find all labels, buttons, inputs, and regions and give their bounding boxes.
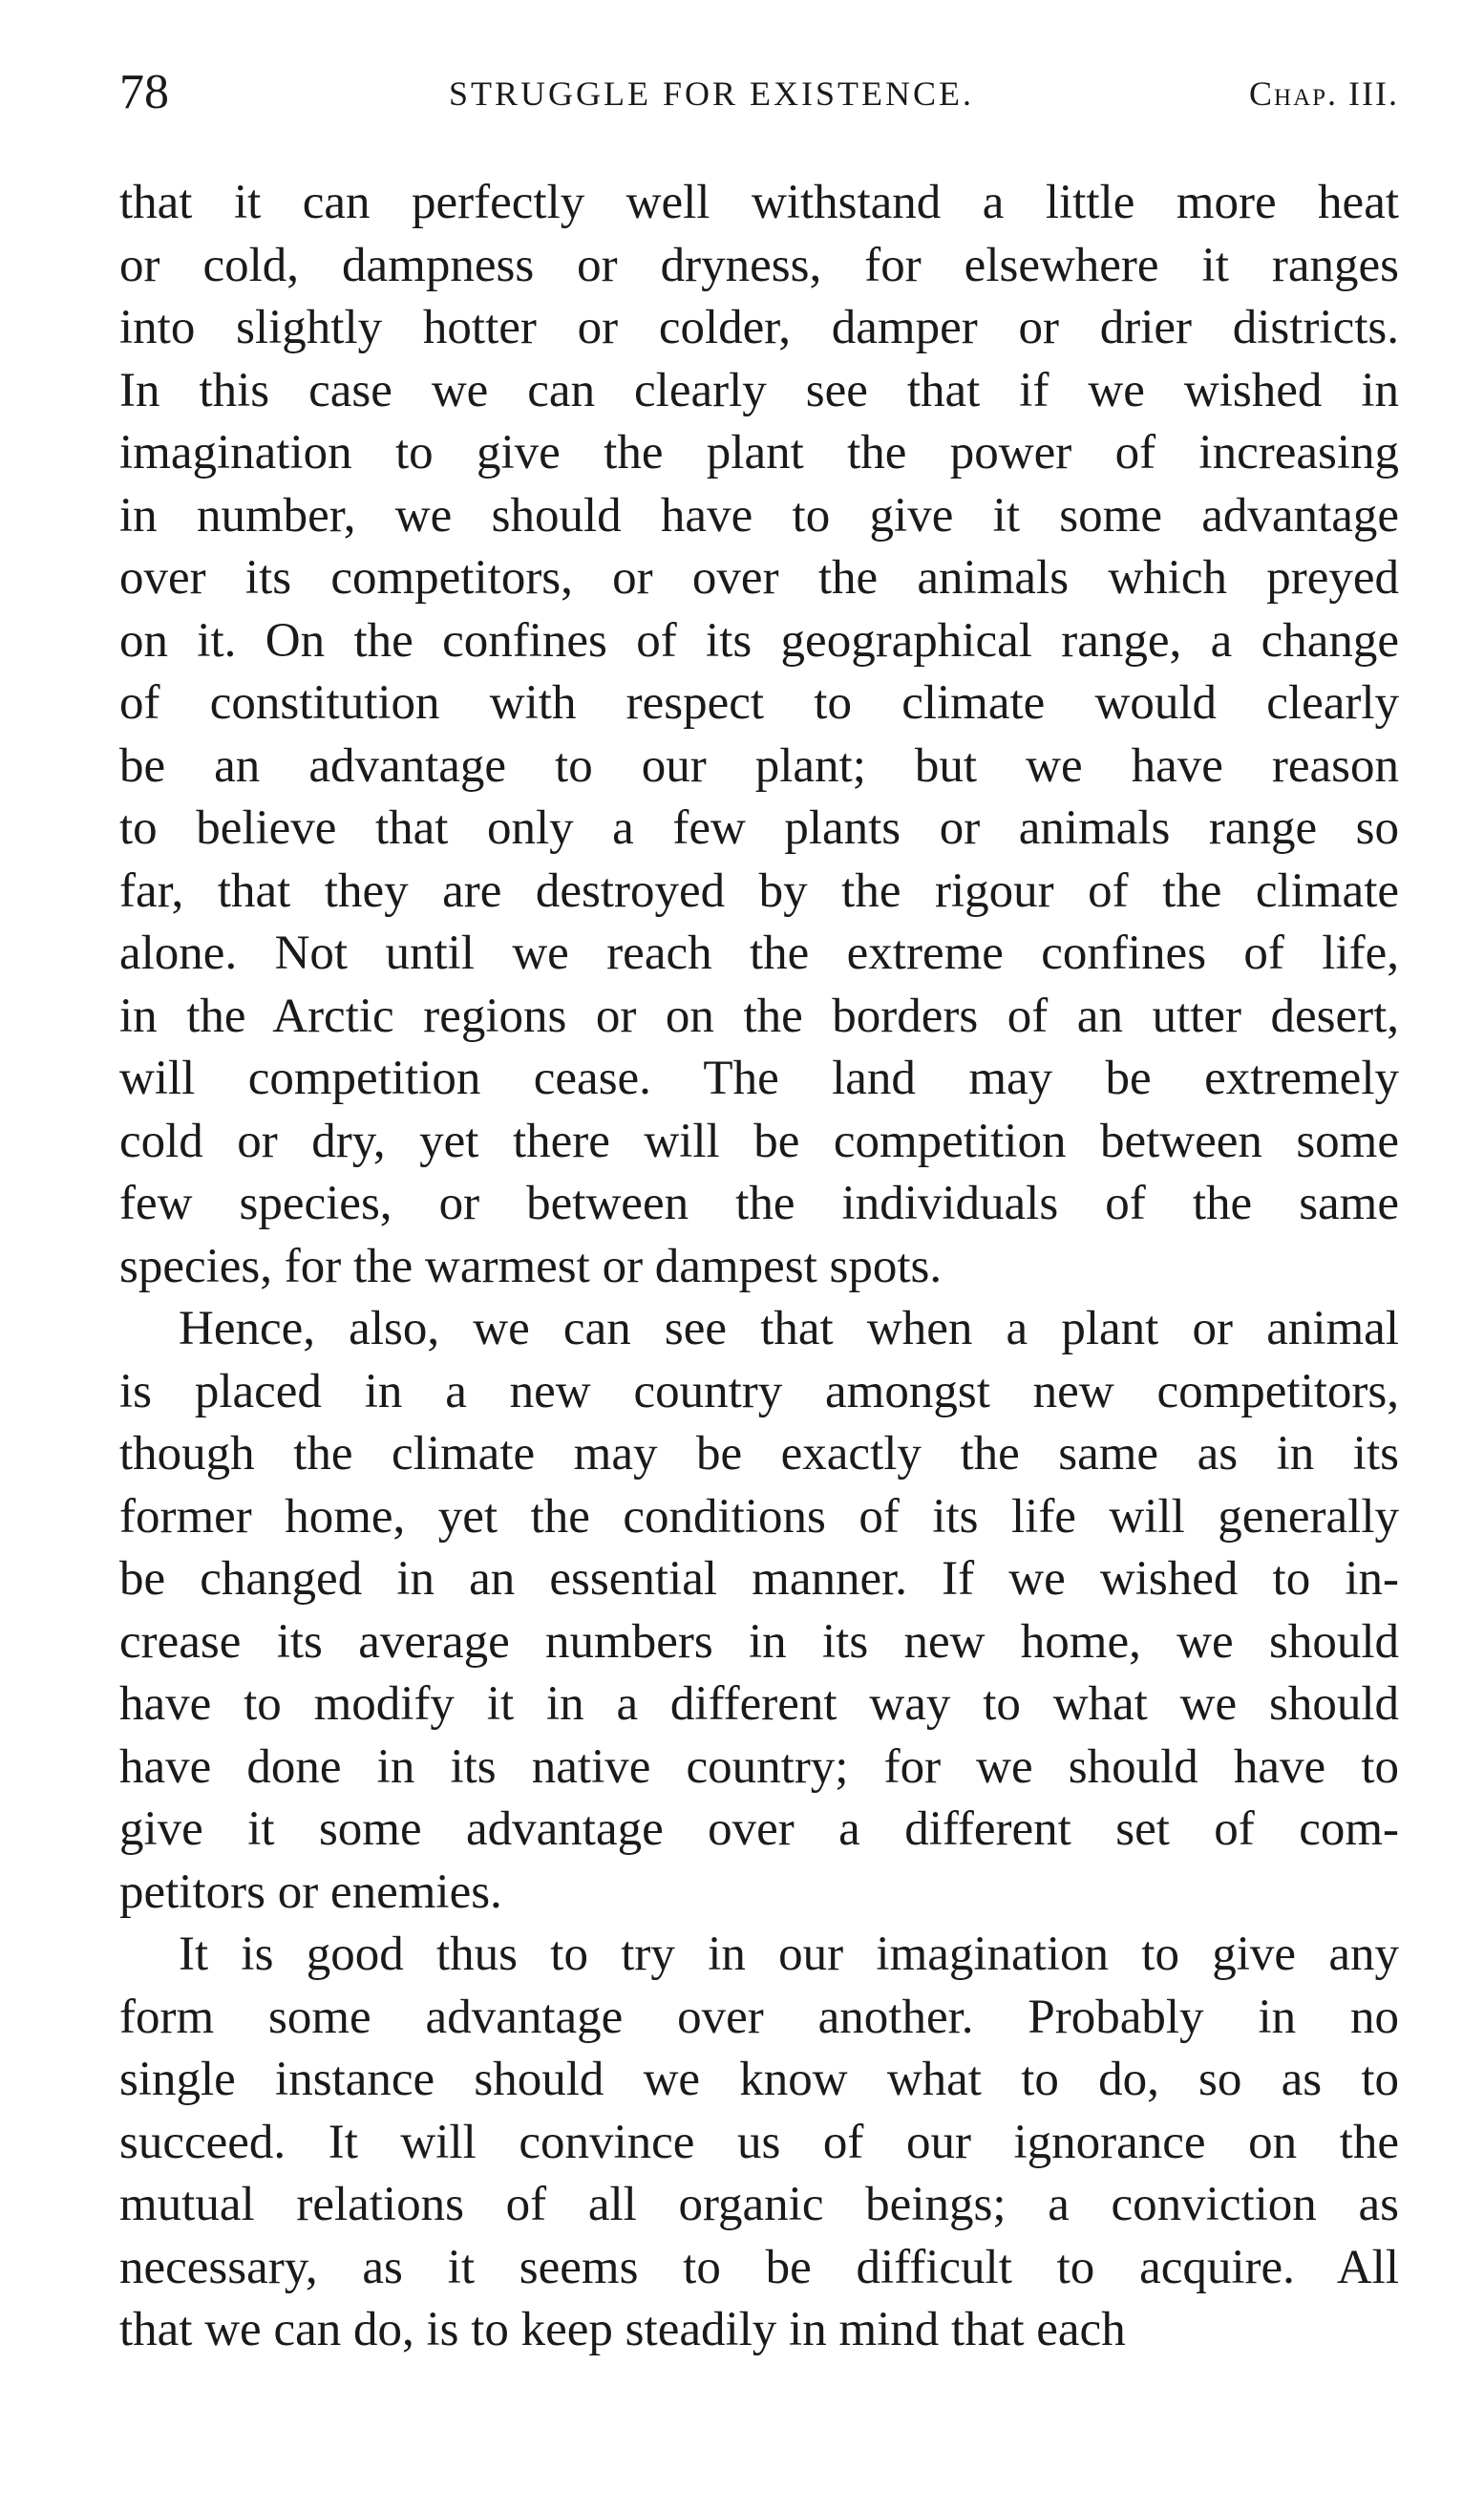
text-line: petitors or enemies. bbox=[119, 1864, 502, 1919]
text-line: crease its average numbers in its new home, we should bbox=[119, 1614, 1399, 1669]
text-line: have to modify it in a different way to what we should bbox=[119, 1677, 1399, 1731]
text-line: is placed in a new country amongst new competitors, bbox=[119, 1364, 1399, 1418]
text-line: form some advantage over another. Probably in no bbox=[119, 1990, 1399, 2044]
text-line: over its competitors, or over the animals which preyed bbox=[119, 551, 1399, 605]
text-line: in the Arctic regions or on the borders of an utter desert, bbox=[119, 989, 1399, 1043]
text-line: have done in its native country; for we should have to bbox=[119, 1739, 1399, 1794]
text-line: be an advantage to our plant; but we have reason bbox=[119, 738, 1399, 793]
text-line: in number, we should have to give it some advantage bbox=[119, 488, 1399, 543]
text-line: cold or dry, yet there will be competition between some bbox=[119, 1114, 1399, 1168]
text-line: mutual relations of all organic beings; a conviction as bbox=[119, 2178, 1399, 2231]
text-line: imagination to give the plant the power of increasing bbox=[119, 426, 1399, 479]
text-line: far, that they are destroyed by the rigour of the climate bbox=[119, 863, 1399, 918]
text-line: necessary, as it seems to be difficult to acquire. All bbox=[119, 2240, 1399, 2294]
text-line: though the climate may be exactly the same as in its bbox=[119, 1427, 1399, 1481]
paragraph bbox=[119, 1924, 1399, 2362]
page-number: 78 bbox=[119, 65, 169, 119]
body-text bbox=[119, 172, 1399, 2362]
text-line: into slightly hotter or colder, damper or drier districts. bbox=[119, 301, 1399, 354]
text-line: succeed. It will convince us of our ignorance on the bbox=[119, 2115, 1399, 2169]
text-line: In this case we can clearly see that if we wished in bbox=[119, 363, 1399, 417]
text-line: Hence, also, we can see that when a plant or animal bbox=[179, 1302, 1399, 1355]
paragraph bbox=[119, 172, 1399, 1298]
text-line: be changed in an essential manner. If we wished to in- bbox=[119, 1552, 1399, 1606]
text-line: species, for the warmest or dampest spots. bbox=[119, 1239, 943, 1293]
text-line: of constitution with respect to climate would clearly bbox=[119, 676, 1399, 730]
text-line: single instance should we know what to do, so as to bbox=[119, 2053, 1399, 2106]
text-line: It is good thus to try in our imagination to give any bbox=[179, 1928, 1399, 1981]
text-line: that it can perfectly well withstand a little more heat bbox=[119, 176, 1399, 229]
text-line: few species, or between the individuals of the same bbox=[119, 1177, 1399, 1230]
text-line: on it. On the confines of its geographical range, a change bbox=[119, 613, 1399, 668]
text-line: give it some advantage over a different set of com- bbox=[119, 1802, 1399, 1856]
text-line: former home, yet the conditions of its life will generally bbox=[119, 1489, 1399, 1544]
running-head: STRUGGLE FOR EXISTENCE. bbox=[449, 75, 975, 113]
text-line: that we can do, is to keep steadily in mind that each bbox=[119, 2303, 1126, 2356]
paragraph bbox=[119, 1298, 1399, 1924]
text-line: or cold, dampness or dryness, for elsewhere it ranges bbox=[119, 238, 1399, 292]
text-line: to believe that only a few plants or animals range so bbox=[119, 801, 1399, 855]
text-line: alone. Not until we reach the extreme confines of life, bbox=[119, 927, 1399, 980]
page-header bbox=[119, 59, 1399, 126]
chapter-reference: Chap. III. bbox=[1249, 75, 1399, 113]
text-line: will competition cease. The land may be extremely bbox=[119, 1052, 1399, 1105]
